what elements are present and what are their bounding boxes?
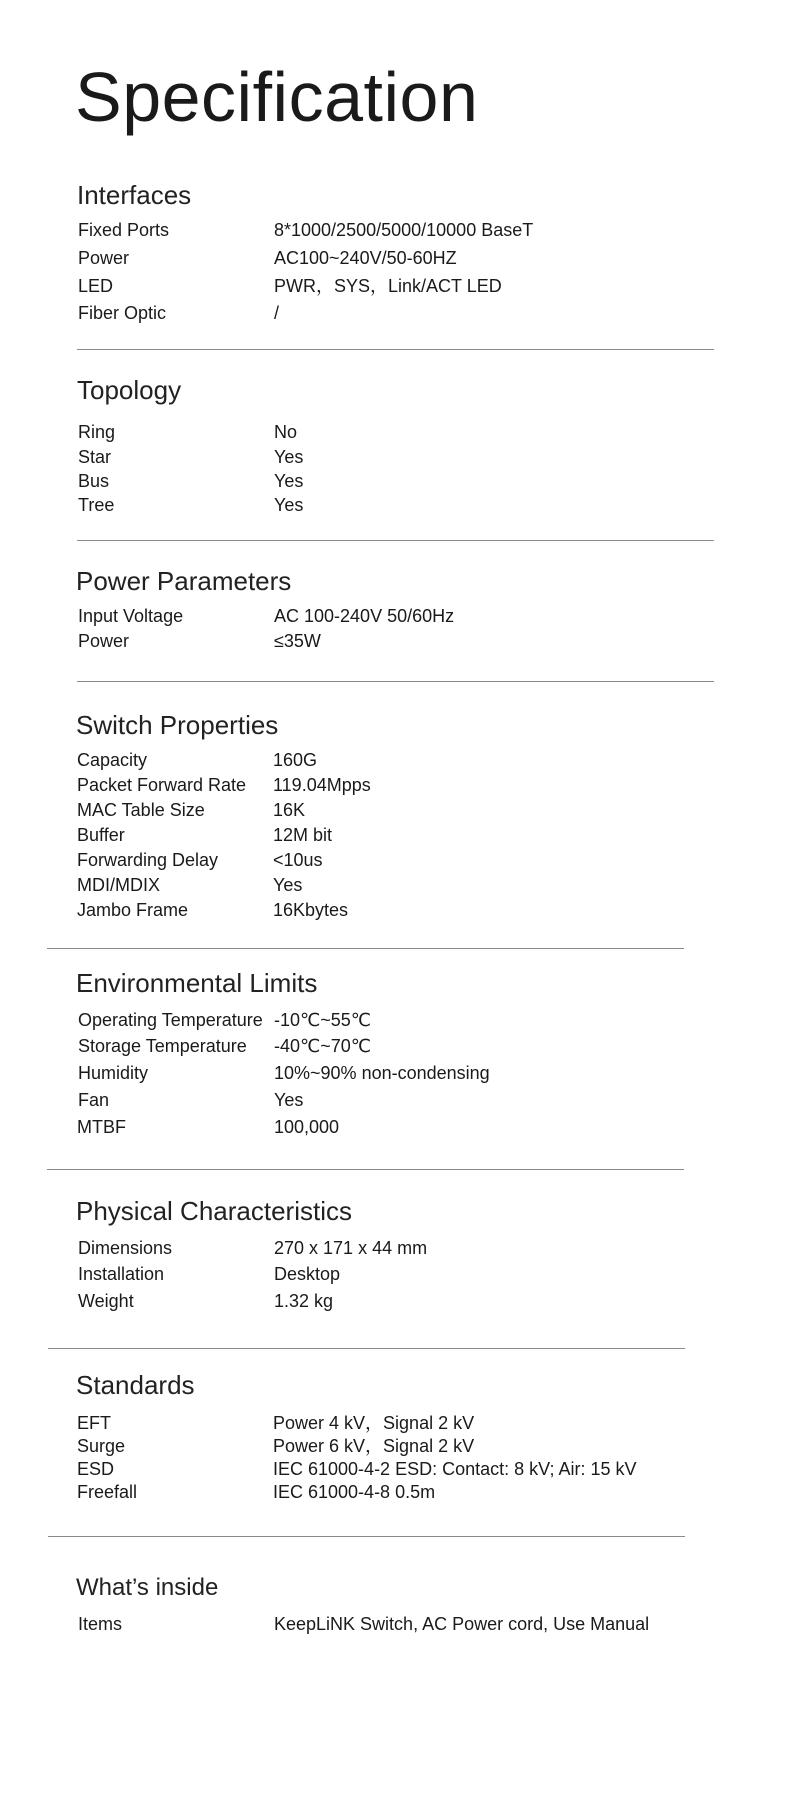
spec-label: Items [78,1614,123,1634]
spec-value: 16K [273,800,306,820]
spec-value: -10℃~55℃ [274,1010,371,1030]
spec-label: Tree [78,495,115,515]
spec-value: Yes [273,875,303,895]
spec-label: MTBF [77,1117,126,1137]
spec-value: Yes [274,447,304,467]
spec-label: Fixed Ports [78,220,170,240]
spec-label: Power [78,631,130,651]
section-divider [48,1536,685,1537]
spec-value: 119.04Mpps [273,775,371,795]
spec-value: AC100~240V/50-60HZ [274,248,457,268]
spec-value: IEC 61000-4-2 ESD: Contact: 8 kV; Air: 15 kV [273,1459,637,1479]
spec-label: Fan [78,1090,110,1110]
spec-label: MAC Table Size [77,800,205,820]
spec-label: Packet Forward Rate [77,775,247,795]
spec-value: 100,000 [274,1117,340,1137]
section-heading-environmental-limits: Environmental Limits [76,968,318,998]
spec-label: Capacity [77,750,148,770]
section-heading-physical-characteristics: Physical Characteristics [76,1196,352,1226]
spec-value: 12M bit [273,825,333,845]
spec-value: Yes [274,495,304,515]
spec-label: Fiber Optic [78,303,167,323]
spec-value: 1.32 kg [274,1291,334,1311]
spec-label: Freefall [77,1482,138,1502]
spec-value: 10%~90% non-condensing [274,1063,490,1083]
section-heading-whats-inside: What’s inside [76,1574,219,1601]
spec-value: AC 100-240V 50/60Hz [274,606,455,626]
section-heading-topology: Topology [77,375,182,405]
section-divider [77,540,714,541]
spec-label: Ring [78,422,116,442]
spec-value: / [274,303,280,323]
spec-value: ≤35W [274,631,321,651]
section-divider [48,1348,685,1349]
section-divider [47,948,684,949]
spec-label: Surge [77,1436,126,1456]
spec-label: Storage Temperature [78,1036,247,1056]
section-heading-switch-properties: Switch Properties [76,710,279,740]
spec-label: Dimensions [78,1238,173,1258]
section-divider [77,681,714,682]
section-divider [47,1169,684,1170]
section-heading-standards: Standards [76,1370,195,1400]
section-heading-power-parameters: Power Parameters [76,566,292,596]
page-title: Specification [75,58,479,136]
spec-label: Power [78,248,130,268]
spec-value: -40℃~70℃ [274,1036,371,1056]
spec-value: Desktop [274,1264,341,1284]
spec-value: Yes [274,471,304,491]
spec-value: 160G [273,750,318,770]
spec-value: PWR，SYS，Link/ACT LED [274,276,502,296]
spec-label: Buffer [77,825,125,845]
spec-label: Bus [78,471,110,491]
spec-label: Operating Temperature [78,1010,263,1030]
spec-label: Installation [78,1264,165,1284]
spec-label: Forwarding Delay [77,850,219,870]
spec-value: No [274,422,298,442]
spec-label: Humidity [78,1063,149,1083]
spec-value: 16Kbytes [273,900,349,920]
spec-value: 8*1000/2500/5000/10000 BaseT [274,220,534,240]
spec-value: 270 x 171 x 44 mm [274,1238,428,1258]
spec-value: Power 6 kV，Signal 2 kV [273,1436,475,1456]
section-heading-interfaces: Interfaces [77,180,192,210]
spec-label: LED [78,276,114,296]
spec-label: MDI/MDIX [77,875,160,895]
spec-label: Input Voltage [78,606,184,626]
spec-label: EFT [77,1413,111,1433]
spec-label: Jambo Frame [77,900,189,920]
section-divider [77,349,714,350]
spec-label: Star [78,447,112,467]
spec-value: IEC 61000-4-8 0.5m [273,1482,436,1502]
spec-label: ESD [77,1459,115,1479]
spec-value: Power 4 kV，Signal 2 kV [273,1413,475,1433]
spec-value: <10us [273,850,323,870]
spec-value: KeepLiNK Switch, AC Power cord, Use Manual [274,1614,650,1634]
spec-label: Weight [78,1291,134,1311]
spec-value: Yes [274,1090,304,1110]
